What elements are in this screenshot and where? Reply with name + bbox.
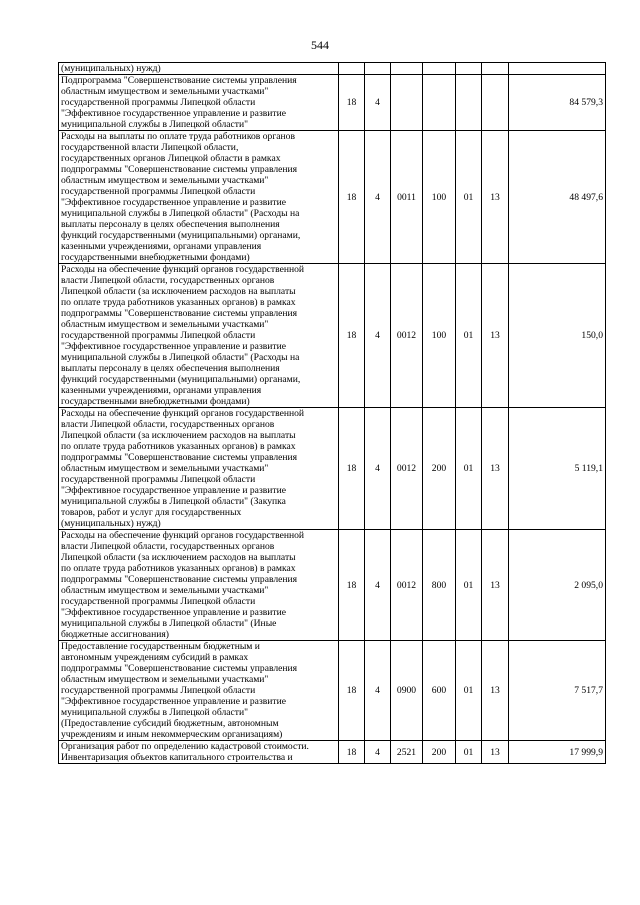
admin-code-cell: 18 bbox=[339, 131, 365, 264]
description-cell bbox=[59, 530, 339, 641]
description-line: по оплате труда работников указанных органов) в рамках bbox=[61, 297, 296, 308]
description-line: областным имуществом и земельными участками" bbox=[61, 175, 269, 186]
description-line: государственными внебюджетными фондами) bbox=[61, 252, 250, 263]
section-cell: 01 bbox=[456, 530, 482, 641]
expense-type-cell bbox=[423, 75, 456, 131]
description-line: власти Липецкой области, государственных органов bbox=[61, 419, 275, 430]
table-row bbox=[59, 408, 606, 530]
description-line: Липецкой области (за исключением расходов на выплаты bbox=[61, 552, 296, 563]
description-line: выплаты персоналу в целях обеспечения выполнения bbox=[61, 363, 280, 374]
amount-cell: 150,0 bbox=[509, 264, 606, 408]
budget-table bbox=[58, 62, 606, 764]
description-line: муниципальной службы в Липецкой области" (Закупка bbox=[61, 496, 286, 507]
section-cell bbox=[456, 63, 482, 75]
table-body bbox=[59, 63, 606, 764]
description-line: Расходы на обеспечение функций органов государственной bbox=[61, 408, 305, 419]
description-line: областным имуществом и земельными участками" bbox=[61, 674, 269, 685]
section-code-cell: 4 bbox=[365, 408, 391, 530]
section-cell bbox=[456, 75, 482, 131]
description-line: казенными учреждениями, органами управления bbox=[61, 385, 262, 396]
section-code-cell: 4 bbox=[365, 131, 391, 264]
description-line: государственной программы Липецкой области bbox=[61, 474, 256, 485]
section-code-cell: 4 bbox=[365, 264, 391, 408]
description-line: областным имуществом и земельными участками" bbox=[61, 86, 269, 97]
description-line: Расходы на обеспечение функций органов государственной bbox=[61, 264, 305, 275]
description-line: муниципальной службы в Липецкой области" (Расходы на bbox=[61, 352, 300, 363]
description-line: по оплате труда работников указанных органов) в рамках bbox=[61, 563, 296, 574]
subsection-cell bbox=[482, 75, 509, 131]
description-line: (муниципальных) нужд) bbox=[61, 63, 161, 74]
description-line: государственной программы Липецкой области bbox=[61, 330, 256, 341]
section-cell: 01 bbox=[456, 408, 482, 530]
description-line: областным имуществом и земельными участками" bbox=[61, 319, 269, 330]
table-row bbox=[59, 530, 606, 641]
amount-cell: 2 095,0 bbox=[509, 530, 606, 641]
table-row bbox=[59, 131, 606, 264]
target-article-cell: 0011 bbox=[391, 131, 423, 264]
amount-cell bbox=[509, 63, 606, 75]
description-line: Подпрограмма "Совершенствование системы управления bbox=[61, 75, 297, 86]
target-article-cell: 0012 bbox=[391, 264, 423, 408]
description-line: государственной программы Липецкой области bbox=[61, 685, 256, 696]
admin-code-cell: 18 bbox=[339, 75, 365, 131]
expense-type-cell bbox=[423, 63, 456, 75]
description-line: подпрограммы "Совершенствование системы управления bbox=[61, 452, 298, 463]
description-cell bbox=[59, 408, 339, 530]
amount-cell: 48 497,6 bbox=[509, 131, 606, 264]
amount-cell: 17 999,9 bbox=[509, 741, 606, 764]
subsection-cell: 13 bbox=[482, 131, 509, 264]
expense-type-cell: 200 bbox=[423, 408, 456, 530]
admin-code-cell: 18 bbox=[339, 641, 365, 741]
target-article-cell: 0012 bbox=[391, 530, 423, 641]
description-line: государственной власти Липецкой области, bbox=[61, 142, 239, 153]
subsection-cell bbox=[482, 63, 509, 75]
section-code-cell bbox=[365, 63, 391, 75]
section-cell: 01 bbox=[456, 641, 482, 741]
description-line: по оплате труда работников указанных органов) в рамках bbox=[61, 441, 296, 452]
description-cell bbox=[59, 641, 339, 741]
section-code-cell: 4 bbox=[365, 641, 391, 741]
target-article-cell: 2521 bbox=[391, 741, 423, 764]
expense-type-cell: 800 bbox=[423, 530, 456, 641]
subsection-cell: 13 bbox=[482, 641, 509, 741]
expense-type-cell: 100 bbox=[423, 131, 456, 264]
admin-code-cell: 18 bbox=[339, 264, 365, 408]
description-line: Инвентаризация объектов капитального строительства и bbox=[61, 752, 293, 763]
expense-type-cell: 200 bbox=[423, 741, 456, 764]
description-cell bbox=[59, 741, 339, 764]
section-code-cell: 4 bbox=[365, 741, 391, 764]
table-row bbox=[59, 741, 606, 764]
description-line: (муниципальных) нужд) bbox=[61, 518, 161, 529]
section-code-cell: 4 bbox=[365, 530, 391, 641]
section-cell: 01 bbox=[456, 264, 482, 408]
description-line: Организация работ по определению кадастровой стоимости. bbox=[61, 741, 309, 752]
description-line: подпрограммы "Совершенствование системы управления bbox=[61, 574, 298, 585]
description-line: государственных органов Липецкой области в рамках bbox=[61, 153, 281, 164]
target-article-cell: 0900 bbox=[391, 641, 423, 741]
subsection-cell: 13 bbox=[482, 408, 509, 530]
admin-code-cell bbox=[339, 63, 365, 75]
description-line: учреждениям и иным некоммерческим организациям) bbox=[61, 729, 283, 740]
admin-code-cell: 18 bbox=[339, 530, 365, 641]
description-line: "Эффективное государственное управление и развитие bbox=[61, 485, 286, 496]
description-line: подпрограммы "Совершенствование системы управления bbox=[61, 308, 298, 319]
description-line: Предоставление государственным бюджетным и bbox=[61, 641, 260, 652]
expense-type-cell: 100 bbox=[423, 264, 456, 408]
description-line: казенными учреждениями, органами управления bbox=[61, 241, 262, 252]
description-line: функций государственными (муниципальными) органами, bbox=[61, 374, 301, 385]
description-line: Расходы на обеспечение функций органов государственной bbox=[61, 530, 305, 541]
description-line: государственной программы Липецкой области bbox=[61, 596, 256, 607]
description-cell bbox=[59, 63, 339, 75]
target-article-cell: 0012 bbox=[391, 408, 423, 530]
expense-type-cell: 600 bbox=[423, 641, 456, 741]
description-line: государственной программы Липецкой области bbox=[61, 186, 256, 197]
description-line: муниципальной службы в Липецкой области" (Расходы на bbox=[61, 208, 300, 219]
table-row bbox=[59, 63, 606, 75]
description-line: товаров, работ и услуг для государственных bbox=[61, 507, 242, 518]
target-article-cell bbox=[391, 63, 423, 75]
description-line: бюджетные ассигнования) bbox=[61, 629, 169, 640]
description-line: власти Липецкой области, государственных органов bbox=[61, 541, 275, 552]
description-line: выплаты персоналу в целях обеспечения выполнения bbox=[61, 219, 280, 230]
amount-cell: 5 119,1 bbox=[509, 408, 606, 530]
table-row bbox=[59, 75, 606, 131]
description-cell bbox=[59, 75, 339, 131]
description-line: власти Липецкой области, государственных органов bbox=[61, 275, 275, 286]
admin-code-cell: 18 bbox=[339, 741, 365, 764]
description-cell bbox=[59, 131, 339, 264]
description-line: подпрограммы "Совершенствование системы управления bbox=[61, 164, 298, 175]
description-line: "Эффективное государственное управление и развитие bbox=[61, 696, 286, 707]
description-line: функций государственными (муниципальными) органами, bbox=[61, 230, 301, 241]
subsection-cell: 13 bbox=[482, 264, 509, 408]
admin-code-cell: 18 bbox=[339, 408, 365, 530]
description-line: Липецкой области (за исключением расходов на выплаты bbox=[61, 286, 296, 297]
table-row bbox=[59, 641, 606, 741]
description-line: областным имуществом и земельными участками" bbox=[61, 585, 269, 596]
description-line: государственной программы Липецкой области bbox=[61, 97, 256, 108]
description-line: (Предоставление субсидий бюджетным, автономным bbox=[61, 718, 279, 729]
description-line: муниципальной службы в Липецкой области" (Иные bbox=[61, 618, 277, 629]
description-line: "Эффективное государственное управление и развитие bbox=[61, 108, 286, 119]
description-line: государственными внебюджетными фондами) bbox=[61, 396, 250, 407]
description-line: муниципальной службы в Липецкой области" bbox=[61, 707, 249, 718]
subsection-cell: 13 bbox=[482, 741, 509, 764]
description-line: Расходы на выплаты по оплате труда работников органов bbox=[61, 131, 295, 142]
amount-cell: 84 579,3 bbox=[509, 75, 606, 131]
description-line: Липецкой области (за исключением расходов на выплаты bbox=[61, 430, 296, 441]
description-line: "Эффективное государственное управление и развитие bbox=[61, 607, 286, 618]
description-cell bbox=[59, 264, 339, 408]
description-line: муниципальной службы в Липецкой области" bbox=[61, 119, 249, 130]
description-line: "Эффективное государственное управление и развитие bbox=[61, 197, 286, 208]
section-code-cell: 4 bbox=[365, 75, 391, 131]
amount-cell: 7 517,7 bbox=[509, 641, 606, 741]
description-line: подпрограммы "Совершенствование системы управления bbox=[61, 663, 298, 674]
description-line: областным имуществом и земельными участками" bbox=[61, 463, 269, 474]
description-line: автономным учреждениям субсидий в рамках bbox=[61, 652, 249, 663]
page-number: 544 bbox=[311, 38, 329, 52]
target-article-cell bbox=[391, 75, 423, 131]
table-row bbox=[59, 264, 606, 408]
description-line: "Эффективное государственное управление и развитие bbox=[61, 341, 286, 352]
section-cell: 01 bbox=[456, 741, 482, 764]
subsection-cell: 13 bbox=[482, 530, 509, 641]
section-cell: 01 bbox=[456, 131, 482, 264]
